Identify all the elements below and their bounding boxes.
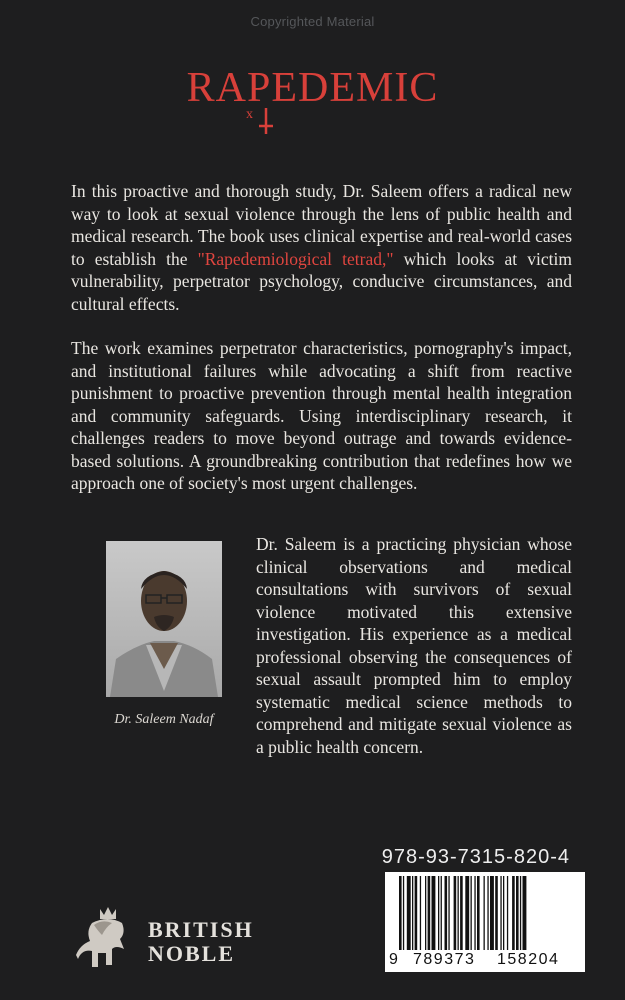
- svg-text:x: x: [246, 108, 253, 122]
- lion-logo-icon: [72, 905, 142, 975]
- barcode-bars: [385, 876, 585, 956]
- barcode-bar: [484, 876, 485, 950]
- tetrad-highlight: "Rapedemiological tetrad,": [197, 248, 394, 269]
- barcode-bar: [487, 876, 488, 950]
- barcode-bar: [458, 876, 459, 950]
- book-title: [0, 64, 625, 134]
- barcode-bar: [403, 876, 404, 950]
- blurb-p1-start: In this proactive and thorough study, Dr. Saleem offers a radical new way to look at sexual violence through the lens of public health and medical research. The book uses clinical expertise and real-world cases to establish the: [71, 181, 572, 269]
- barcode-bar: [445, 876, 448, 950]
- isbn-barcode: [385, 872, 585, 972]
- barcode-bar: [438, 876, 439, 950]
- rx-venus-symbol: [232, 108, 282, 136]
- book-title-text: RAPEDEMIC: [186, 65, 439, 111]
- blurb-paragraph-1: [71, 180, 572, 315]
- barcode-bar: [507, 876, 508, 950]
- barcode-bar: [432, 876, 436, 950]
- author-bio: Dr. Saleem is a practicing physician whose clinical observations and medical consultations with survivors of sexual violence motivated this extensive investigation. His experience as a medical professional observing the consequences of sexual assault prompted him to employ systematic medical science methods to comprehend and mitigate sexual violence as a public health concern.: [256, 534, 572, 757]
- barcode-bar: [523, 876, 527, 950]
- barcode-bar: [495, 876, 498, 950]
- barcode-bar: [460, 876, 463, 950]
- barcode-bar: [407, 876, 411, 950]
- barcode-first-digit: 9: [389, 951, 398, 968]
- barcode-bar: [412, 876, 413, 950]
- barcode-bar: [399, 876, 402, 950]
- barcode-bar: [512, 876, 515, 950]
- barcode-bar: [420, 876, 421, 950]
- isbn-number: 978-93-7315-820-4: [381, 846, 570, 868]
- barcode-bar: [415, 876, 418, 950]
- barcode-group-1: 789373: [413, 951, 476, 968]
- copyright-watermark: Copyrighted Material: [250, 14, 375, 29]
- blurb-paragraph-2: The work examines perpetrator characteristics, pornography's impact, and institutional failures while advocating a shift from reactive punishment to proactive prevention through mental health integration and community safeguards. Using interdisciplinary research, it challenges readers to move beyond outrage and towards evidence-based solutions. A groundbreaking contribution that redefines how we approach one of society's most urgent challenges.: [71, 338, 572, 493]
- barcode-bar: [474, 876, 475, 950]
- blurb-p1-end: which looks at victim vulnerability, perpetrator psychology, conducive circumstances, and cultural effects.: [71, 248, 572, 314]
- author-photo: [106, 541, 222, 697]
- barcode-bar: [520, 876, 521, 950]
- author-caption: Dr. Saleem Nadaf: [114, 712, 214, 727]
- barcode-bar: [477, 876, 480, 950]
- publisher-line-2: NOBLE: [148, 941, 236, 966]
- publisher-line-1: BRITISH: [148, 917, 254, 942]
- barcode-group-2: 158204: [497, 951, 560, 968]
- barcode-bar: [503, 876, 504, 950]
- barcode-bar: [454, 876, 457, 950]
- barcode-bar: [465, 876, 469, 950]
- barcode-bar: [471, 876, 472, 950]
- barcode-bar: [516, 876, 519, 950]
- publisher-name: [148, 918, 254, 966]
- barcode-bar: [441, 876, 442, 950]
- barcode-bar: [490, 876, 494, 950]
- barcode-bar: [425, 876, 426, 950]
- barcode-bar: [500, 876, 501, 950]
- barcode-bar: [428, 876, 431, 950]
- barcode-bar: [448, 876, 449, 950]
